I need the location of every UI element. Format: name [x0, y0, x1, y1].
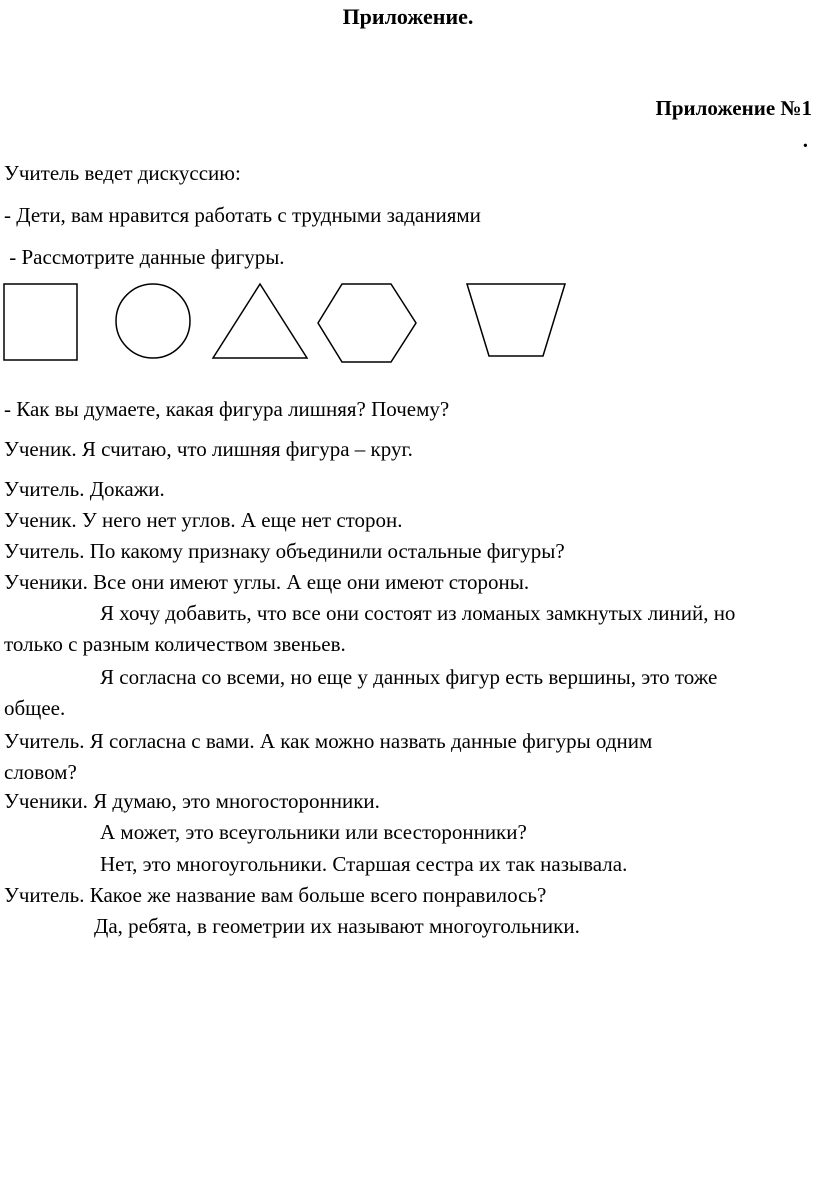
dialogue-line: Учитель. Докажи. [4, 477, 165, 501]
dialogue-line: Учитель. Какое же название вам больше всего понравилось? [4, 883, 547, 907]
dialogue-line: - Как вы думаете, какая фигура лишняя? Почему? [4, 397, 450, 421]
triangle-shape [213, 284, 307, 358]
circle-shape [116, 284, 190, 358]
dialogue-line: Я хочу добавить, что все они состоят из ломаных замкнутых линий, но [100, 601, 736, 625]
dialogue-line: Ученики. Я думаю, это многосторонники. [4, 789, 380, 813]
dialogue-line: общее. [4, 696, 66, 720]
dialogue-line: только с разным количеством звеньев. [4, 632, 346, 656]
dialogue-line: Я согласна со всеми, но еще у данных фигур есть вершины, это тоже [100, 665, 718, 689]
hexagon-shape [318, 284, 416, 362]
appendix-label: Приложение №1 [655, 96, 812, 120]
appendix-dot: . [802, 128, 808, 152]
dialogue-line: Учитель. По какому признаку объединили остальные фигуры? [4, 539, 565, 563]
dialogue-line: Нет, это многоугольники. Старшая сестра их так называла. [100, 852, 628, 876]
intro-line: Учитель ведет дискуссию: [4, 161, 241, 185]
dialogue-line: Ученик. У него нет углов. А еще нет сторон. [4, 508, 403, 532]
dialogue-line: А может, это всеугольники или всесторонники? [100, 820, 527, 844]
trapezoid-shape [467, 284, 565, 356]
page-title: Приложение. [342, 4, 474, 29]
intro-line: - Рассмотрите данные фигуры. [4, 245, 285, 269]
dialogue-line: Учитель. Я согласна с вами. А как можно назвать данные фигуры одним [4, 729, 653, 753]
square-shape [4, 284, 77, 360]
intro-line: - Дети, вам нравится работать с трудными заданиями [4, 203, 481, 227]
dialogue-line: словом? [4, 760, 77, 784]
dialogue-line: Ученики. Все они имеют углы. А еще они имеют стороны. [4, 570, 530, 594]
dialogue-line: Ученик. Я считаю, что лишняя фигура – круг. [4, 437, 413, 461]
shapes-figure [0, 278, 816, 370]
dialogue-line: Да, ребята, в геометрии их называют многоугольники. [94, 914, 580, 938]
